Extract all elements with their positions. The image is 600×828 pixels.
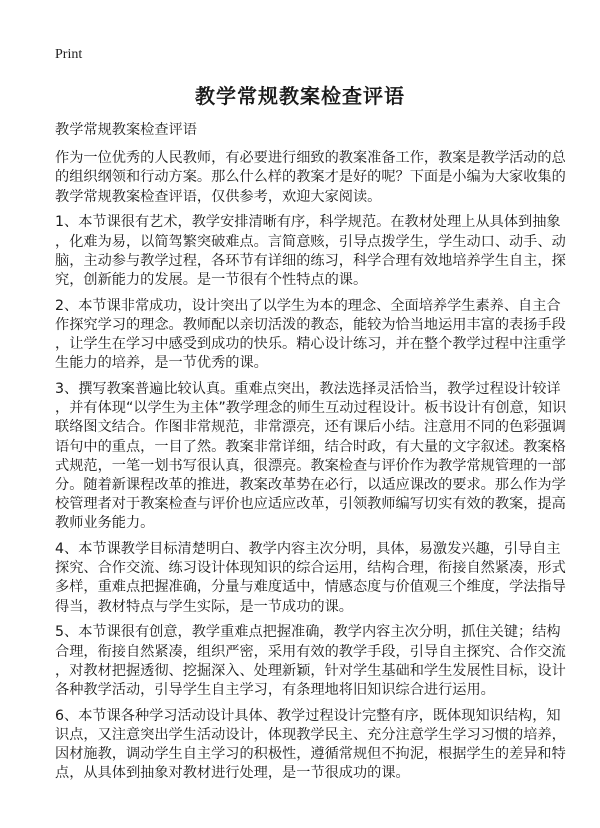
paragraph-line: 教师业务能力。: [55, 515, 155, 532]
paragraph-line: 语句中的重点，一目了然。教案非常详细，结合时政，有大量的文字叙述。教案格: [55, 438, 566, 455]
paragraph-line: 识点，又注意突出学生活动设计，体现教学民主、充分注意学生学习习惯的培养，: [55, 726, 566, 743]
paragraph-line: 点，从具体到抽象对教材进行处理，是一节很成功的课。: [55, 765, 410, 782]
page-title: 教学常规教案检查评语: [195, 84, 405, 108]
comment-paragraph: [55, 213, 566, 290]
paragraph-line: 5、本节课很有创意，教学重难点把握准确，教学内容主次分明，抓住关键；结构: [55, 624, 561, 641]
paragraph-line: ，对教材把握透彻、挖掘深入、处理新颖，针对学生基础和学生发展性目标，设计: [55, 662, 566, 679]
paragraph-line: 各种教学活动，引导学生自主学习，有条理地将旧知识综合进行运用。: [55, 681, 495, 698]
paragraph-line: ，并有体现“以学生为主体”教学理念的师生互动过程设计。板书设计有创意，知识: [55, 400, 567, 417]
paragraph-line: 得当，教材特点与学生实际，是一节成功的课。: [55, 598, 353, 615]
paragraph-line: 因材施教，调动学生自主学习的积极性，遵循常规但不拘泥，根据学生的差异和特: [55, 746, 566, 763]
document-subtitle: 教学常规教案检查评语: [55, 122, 197, 138]
paragraph-line: 合理，衔接自然紧凑，组织严密，采用有效的教学手段，引导自主探究、合作交流: [55, 643, 566, 660]
paragraph-line: 1、本节课很有艺术，教学安排清晰有序，科学规范。在教材处理上从具体到抽象: [55, 214, 561, 231]
paragraph-line: 生能力的培养，是一节优秀的课。: [55, 355, 268, 372]
document-body: [55, 121, 567, 790]
print-label[interactable]: Print: [55, 47, 83, 62]
comment-paragraph: [55, 540, 566, 617]
paragraph-line: 的组织纲领和行动方案。那么什么样的教案才是好的呢？下面是小编为大家收集的: [55, 169, 566, 186]
paragraph-line: 作为一位优秀的人民教师，有必要进行细致的教案准备工作，教案是教学活动的总: [55, 150, 566, 167]
paragraph-line: 3、撰写教案普遍比较认真。重难点突出，教法选择灵活恰当，教学过程设计较详: [55, 380, 561, 397]
paragraph-line: 探究、合作交流、练习设计体现知识的综合运用，结构合理，衔接自然紧凑，形式: [55, 560, 566, 577]
paragraph-line: 究，创新能力的发展。是一节很有个性特点的课。: [55, 271, 368, 288]
paragraph-line: 联络图文结合。作图非常规范，非常漂亮，还有课后小结。注意用不同的色彩强调: [55, 419, 566, 436]
intro-paragraph: [55, 149, 566, 207]
comment-paragraph: [55, 380, 567, 534]
paragraph-line: 作探究学习的理念。教师配以亲切活泼的教态，能较为恰当地运用丰富的表扬手段: [55, 316, 566, 333]
paragraph-line: ，让学生在学习中感受到成功的快乐。精心设计练习，并在整个教学过程中注重学: [55, 336, 566, 353]
comment-paragraph: [55, 623, 566, 700]
paragraph-line: 6、本节课各种学习活动设计具体、教学过程设计完整有序，既体现知识结构，知: [55, 707, 561, 724]
paragraph-line: 式规范，一笔一划书写很认真，很漂亮。教案检查与评价作为教学常规管理的一部: [55, 457, 566, 474]
comment-paragraph: [55, 297, 566, 374]
paragraph-line: 教学常规教案检查评语，仅供参考，欢迎大家阅读。: [55, 188, 382, 205]
paragraph-line: 校管理者对于教案检查与评价也应适应改革，引领教师编写切实有效的教案，提高: [55, 496, 566, 513]
comment-paragraph: [55, 707, 566, 784]
paragraph-line: 脑，主动参与教学过程，各环节有详细的练习，科学合理有效地培养学生自主，探: [55, 252, 566, 269]
paragraph-line: 2、本节课非常成功，设计突出了以学生为本的理念、全面培养学生素养、自主合: [55, 297, 561, 314]
paragraph-line: 分。随着新课程改革的推进，教案改革势在必行，以适应课改的要求。那么作为学: [55, 476, 566, 493]
paragraph-line: 多样，重难点把握准确，分量与难度适中，情感态度与价值观三个维度，学法指导: [55, 579, 566, 596]
paragraph-line: ，化难为易，以简驾繁突破难点。言简意赅，引导点拨学生，学生动口、动手、动: [55, 233, 566, 250]
paragraph-line: 4、本节课教学目标清楚明白、教学内容主次分明，具体，易激发兴趣，引导自主: [55, 541, 561, 558]
